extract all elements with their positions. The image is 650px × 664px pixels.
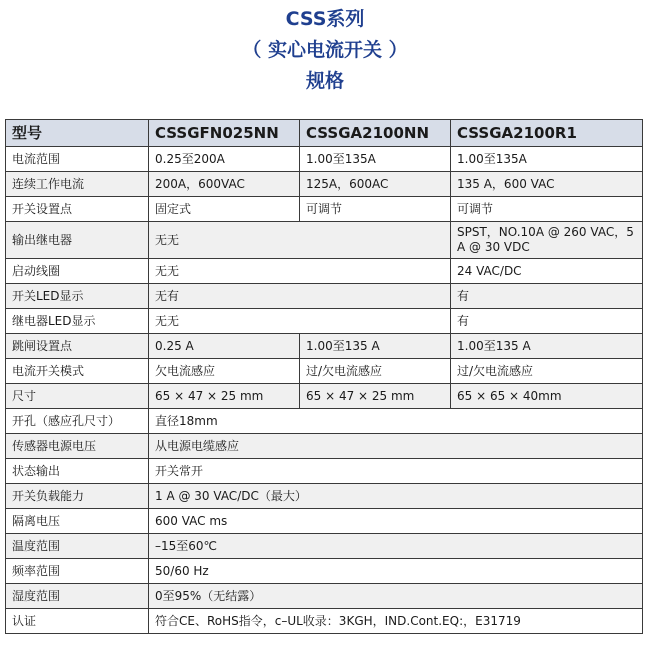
cell: 65 × 65 × 40mm bbox=[451, 384, 643, 409]
cell: 135 A，600 VAC bbox=[451, 172, 643, 197]
page-title: CSS系列 bbox=[285, 8, 365, 30]
cell: 无有 bbox=[149, 284, 451, 309]
cell: 1 A @ 30 VAC/DC（最大） bbox=[149, 484, 643, 509]
table-row bbox=[6, 434, 643, 459]
cell: 600 VAC ms bbox=[149, 509, 643, 534]
cell: 0至95%（无结露） bbox=[149, 584, 643, 609]
table-header-row bbox=[6, 120, 643, 147]
cell: 可调节 bbox=[300, 197, 451, 222]
row-label: 连续工作电流 bbox=[6, 172, 149, 197]
table-row bbox=[6, 584, 643, 609]
table-row bbox=[6, 334, 643, 359]
cell: 从电源电缆感应 bbox=[149, 434, 643, 459]
row-label: 温度范围 bbox=[6, 534, 149, 559]
cell: 可调节 bbox=[451, 197, 643, 222]
header-cssgfn025nn: CSSGFN025NN bbox=[149, 120, 300, 147]
cell: 0.25至200A bbox=[149, 147, 300, 172]
cell: 65 × 47 × 25 mm bbox=[300, 384, 451, 409]
cell: 欠电流感应 bbox=[149, 359, 300, 384]
row-label: 频率范围 bbox=[6, 559, 149, 584]
table-row bbox=[6, 147, 643, 172]
cell: 直径18mm bbox=[149, 409, 643, 434]
cell: 50/60 Hz bbox=[149, 559, 643, 584]
cell: 有 bbox=[451, 309, 643, 334]
cell: 符合CE、RoHS指令，c–UL收录：3KGH，IND.Cont.EQ:，E31719 bbox=[149, 609, 643, 634]
cell: 有 bbox=[451, 284, 643, 309]
cell: 1.00至135 A bbox=[451, 334, 643, 359]
header-model: 型号 bbox=[6, 120, 149, 147]
row-label: 开关负载能力 bbox=[6, 484, 149, 509]
table-row bbox=[6, 222, 643, 259]
table-row bbox=[6, 459, 643, 484]
row-label: 隔离电压 bbox=[6, 509, 149, 534]
spec-table bbox=[5, 119, 643, 634]
row-label: 开关设置点 bbox=[6, 197, 149, 222]
table-row bbox=[6, 172, 643, 197]
table-row bbox=[6, 559, 643, 584]
row-label: 尺寸 bbox=[6, 384, 149, 409]
table-row bbox=[6, 509, 643, 534]
cell: 无无 bbox=[149, 309, 451, 334]
row-label: 输出继电器 bbox=[6, 222, 149, 259]
row-label: 电流开关模式 bbox=[6, 359, 149, 384]
cell: 1.00至135A bbox=[300, 147, 451, 172]
table-row bbox=[6, 309, 643, 334]
cell: 1.00至135 A bbox=[300, 334, 451, 359]
header-cssga2100r1: CSSGA2100R1 bbox=[451, 120, 643, 147]
cell: 无无 bbox=[149, 259, 451, 284]
row-label: 启动线圈 bbox=[6, 259, 149, 284]
row-label: 开孔（感应孔尺寸） bbox=[6, 409, 149, 434]
cell: –15至60℃ bbox=[149, 534, 643, 559]
table-row bbox=[6, 609, 643, 634]
cell: 固定式 bbox=[149, 197, 300, 222]
header-cssga2100nn: CSSGA2100NN bbox=[300, 120, 451, 147]
cell: 24 VAC/DC bbox=[451, 259, 643, 284]
table-row bbox=[6, 284, 643, 309]
table-row bbox=[6, 409, 643, 434]
cell: 过/欠电流感应 bbox=[300, 359, 451, 384]
table-row bbox=[6, 197, 643, 222]
cell: 200A，600VAC bbox=[149, 172, 300, 197]
table-row bbox=[6, 484, 643, 509]
row-label: 状态输出 bbox=[6, 459, 149, 484]
row-label: 跳闸设置点 bbox=[6, 334, 149, 359]
cell: 1.00至135A bbox=[451, 147, 643, 172]
table-row bbox=[6, 534, 643, 559]
cell: 0.25 A bbox=[149, 334, 300, 359]
row-label: 电流范围 bbox=[6, 147, 149, 172]
cell: 无无 bbox=[149, 222, 451, 259]
table-row bbox=[6, 384, 643, 409]
cell: 125A，600AC bbox=[300, 172, 451, 197]
cell: 开关常开 bbox=[149, 459, 643, 484]
table-row bbox=[6, 359, 643, 384]
table-row bbox=[6, 259, 643, 284]
row-label: 认证 bbox=[6, 609, 149, 634]
row-label: 湿度范围 bbox=[6, 584, 149, 609]
page-subtitle: （ 实心电流开关 ） bbox=[242, 39, 408, 61]
cell: 过/欠电流感应 bbox=[451, 359, 643, 384]
page-section-title: 规格 bbox=[305, 70, 344, 92]
row-label: 传感器电源电压 bbox=[6, 434, 149, 459]
cell: SPST，NO.10A @ 260 VAC，5 A @ 30 VDC bbox=[451, 222, 643, 259]
cell: 65 × 47 × 25 mm bbox=[149, 384, 300, 409]
row-label: 开关LED显示 bbox=[6, 284, 149, 309]
row-label: 继电器LED显示 bbox=[6, 309, 149, 334]
